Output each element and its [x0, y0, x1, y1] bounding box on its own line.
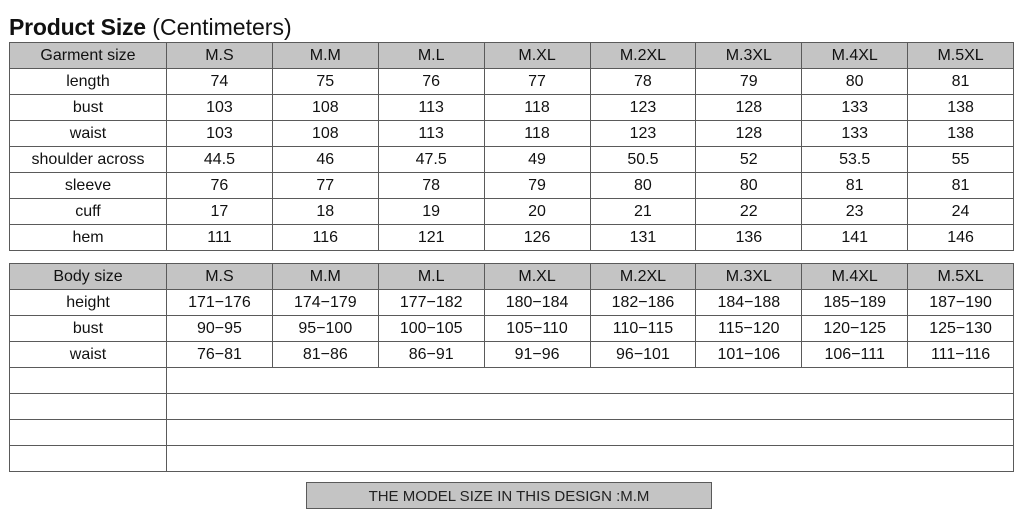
measurement-cell: 116 [272, 225, 378, 251]
measurement-cell: 95−100 [272, 316, 378, 342]
measurement-cell: 110−115 [590, 316, 696, 342]
measurement-cell: 123 [590, 95, 696, 121]
empty-value-cell [167, 446, 1014, 472]
garment-header-label: Garment size [10, 43, 167, 69]
empty-label-cell [10, 446, 167, 472]
size-header-cell: M.4XL [802, 43, 908, 69]
empty-row [10, 420, 1014, 446]
table-row [10, 225, 1014, 251]
table-row [10, 121, 1014, 147]
measurement-cell: 180−184 [484, 290, 590, 316]
measurement-cell: 77 [272, 173, 378, 199]
size-header-cell: M.M [272, 264, 378, 290]
measurement-cell: 90−95 [167, 316, 273, 342]
row-label: height [10, 290, 167, 316]
body-header-label: Body size [10, 264, 167, 290]
measurement-cell: 106−111 [802, 342, 908, 368]
measurement-cell: 53.5 [802, 147, 908, 173]
measurement-cell: 115−120 [696, 316, 802, 342]
measurement-cell: 81−86 [272, 342, 378, 368]
measurement-cell: 133 [802, 95, 908, 121]
size-header-cell: M.L [378, 43, 484, 69]
body-size-table [9, 263, 1014, 472]
measurement-cell: 128 [696, 121, 802, 147]
table-row [10, 69, 1014, 95]
measurement-cell: 44.5 [167, 147, 273, 173]
measurement-cell: 55 [908, 147, 1014, 173]
measurement-cell: 91−96 [484, 342, 590, 368]
measurement-cell: 100−105 [378, 316, 484, 342]
measurement-cell: 111−116 [908, 342, 1014, 368]
measurement-cell: 76−81 [167, 342, 273, 368]
measurement-cell: 76 [378, 69, 484, 95]
body-header-row [10, 264, 1014, 290]
measurement-cell: 138 [908, 95, 1014, 121]
size-header-cell: M.3XL [696, 43, 802, 69]
empty-row [10, 394, 1014, 420]
measurement-cell: 133 [802, 121, 908, 147]
size-header-cell: M.2XL [590, 264, 696, 290]
measurement-cell: 46 [272, 147, 378, 173]
measurement-cell: 75 [272, 69, 378, 95]
measurement-cell: 17 [167, 199, 273, 225]
measurement-cell: 184−188 [696, 290, 802, 316]
measurement-cell: 22 [696, 199, 802, 225]
measurement-cell: 103 [167, 95, 273, 121]
measurement-cell: 121 [378, 225, 484, 251]
measurement-cell: 50.5 [590, 147, 696, 173]
measurement-cell: 182−186 [590, 290, 696, 316]
measurement-cell: 86−91 [378, 342, 484, 368]
measurement-cell: 49 [484, 147, 590, 173]
measurement-cell: 118 [484, 95, 590, 121]
measurement-cell: 24 [908, 199, 1014, 225]
table-row [10, 316, 1014, 342]
measurement-cell: 78 [378, 173, 484, 199]
measurement-cell: 78 [590, 69, 696, 95]
size-header-cell: M.XL [484, 264, 590, 290]
page-title [9, 12, 292, 42]
size-header-cell: M.3XL [696, 264, 802, 290]
empty-label-cell [10, 394, 167, 420]
measurement-cell: 136 [696, 225, 802, 251]
size-header-cell: M.5XL [908, 43, 1014, 69]
table-row [10, 290, 1014, 316]
measurement-cell: 128 [696, 95, 802, 121]
title-main: Product Size [9, 14, 146, 40]
measurement-cell: 113 [378, 121, 484, 147]
garment-header-row [10, 43, 1014, 69]
measurement-cell: 52 [696, 147, 802, 173]
measurement-cell: 76 [167, 173, 273, 199]
table-row [10, 199, 1014, 225]
measurement-cell: 79 [484, 173, 590, 199]
size-header-cell: M.4XL [802, 264, 908, 290]
measurement-cell: 80 [590, 173, 696, 199]
empty-value-cell [167, 394, 1014, 420]
measurement-cell: 80 [802, 69, 908, 95]
size-header-cell: M.L [378, 264, 484, 290]
measurement-cell: 96−101 [590, 342, 696, 368]
row-label: cuff [10, 199, 167, 225]
empty-row [10, 446, 1014, 472]
empty-label-cell [10, 368, 167, 394]
table-row [10, 173, 1014, 199]
measurement-cell: 19 [378, 199, 484, 225]
row-label: bust [10, 316, 167, 342]
measurement-cell: 101−106 [696, 342, 802, 368]
empty-row [10, 368, 1014, 394]
row-label: waist [10, 121, 167, 147]
measurement-cell: 131 [590, 225, 696, 251]
empty-value-cell [167, 368, 1014, 394]
title-unit: (Centimeters) [152, 14, 292, 40]
size-header-cell: M.5XL [908, 264, 1014, 290]
row-label: bust [10, 95, 167, 121]
table-row [10, 147, 1014, 173]
measurement-cell: 80 [696, 173, 802, 199]
size-header-cell: M.S [167, 43, 273, 69]
measurement-cell: 108 [272, 95, 378, 121]
measurement-cell: 187−190 [908, 290, 1014, 316]
measurement-cell: 20 [484, 199, 590, 225]
measurement-cell: 74 [167, 69, 273, 95]
measurement-cell: 141 [802, 225, 908, 251]
measurement-cell: 126 [484, 225, 590, 251]
measurement-cell: 125−130 [908, 316, 1014, 342]
measurement-cell: 23 [802, 199, 908, 225]
measurement-cell: 185−189 [802, 290, 908, 316]
empty-label-cell [10, 420, 167, 446]
row-label: hem [10, 225, 167, 251]
measurement-cell: 81 [908, 69, 1014, 95]
model-size-note: THE MODEL SIZE IN THIS DESIGN :M.M [306, 482, 712, 509]
garment-size-table [9, 42, 1014, 251]
measurement-cell: 81 [908, 173, 1014, 199]
table-row [10, 95, 1014, 121]
row-label: waist [10, 342, 167, 368]
measurement-cell: 103 [167, 121, 273, 147]
measurement-cell: 47.5 [378, 147, 484, 173]
empty-value-cell [167, 420, 1014, 446]
measurement-cell: 108 [272, 121, 378, 147]
measurement-cell: 118 [484, 121, 590, 147]
measurement-cell: 18 [272, 199, 378, 225]
measurement-cell: 120−125 [802, 316, 908, 342]
row-label: sleeve [10, 173, 167, 199]
size-header-cell: M.M [272, 43, 378, 69]
size-header-cell: M.XL [484, 43, 590, 69]
measurement-cell: 113 [378, 95, 484, 121]
measurement-cell: 138 [908, 121, 1014, 147]
measurement-cell: 21 [590, 199, 696, 225]
measurement-cell: 81 [802, 173, 908, 199]
measurement-cell: 174−179 [272, 290, 378, 316]
measurement-cell: 77 [484, 69, 590, 95]
size-header-cell: M.S [167, 264, 273, 290]
table-row [10, 342, 1014, 368]
measurement-cell: 105−110 [484, 316, 590, 342]
row-label: shoulder across [10, 147, 167, 173]
measurement-cell: 171−176 [167, 290, 273, 316]
measurement-cell: 177−182 [378, 290, 484, 316]
size-header-cell: M.2XL [590, 43, 696, 69]
row-label: length [10, 69, 167, 95]
measurement-cell: 146 [908, 225, 1014, 251]
measurement-cell: 123 [590, 121, 696, 147]
measurement-cell: 111 [167, 225, 273, 251]
measurement-cell: 79 [696, 69, 802, 95]
